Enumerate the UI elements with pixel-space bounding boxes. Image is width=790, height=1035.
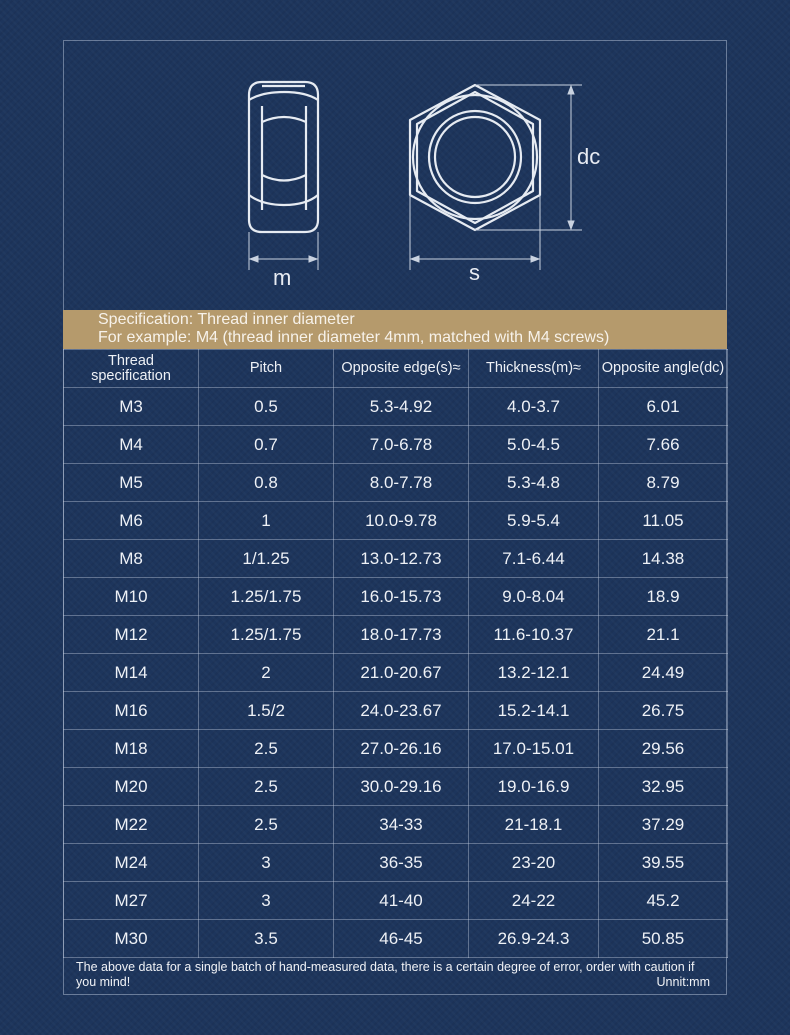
cell-thickness: 5.0-4.5 [469,426,599,464]
cell-opposite-angle: 26.75 [599,692,728,730]
cell-thread-spec: M27 [64,882,199,920]
cell-thread-spec: M24 [64,844,199,882]
cell-pitch: 1/1.25 [199,540,334,578]
cell-opposite-edge: 46-45 [334,920,469,958]
table-row [64,502,728,540]
banner-line-1: Specification: Thread inner diameter [98,311,355,328]
cell-pitch: 1.25/1.75 [199,616,334,654]
cell-opposite-angle: 7.66 [599,426,728,464]
cell-thickness: 24-22 [469,882,599,920]
cell-opposite-edge: 5.3-4.92 [334,388,469,426]
cell-thickness: 5.9-5.4 [469,502,599,540]
table-header-row [64,350,728,388]
cell-pitch: 1.5/2 [199,692,334,730]
cell-opposite-angle: 14.38 [599,540,728,578]
cell-pitch: 0.7 [199,426,334,464]
cell-opposite-angle: 37.29 [599,806,728,844]
cell-thread-spec: M30 [64,920,199,958]
cell-thickness: 11.6-10.37 [469,616,599,654]
dimension-label-m: m [273,265,292,290]
table-row [64,616,728,654]
table-row [64,806,728,844]
cell-pitch: 2 [199,654,334,692]
header-pitch: Pitch [199,350,334,388]
cell-opposite-edge: 24.0-23.67 [334,692,469,730]
cell-thread-spec: M6 [64,502,199,540]
header-opposite-angle: Opposite angle(dc) [599,350,728,388]
specification-table [63,349,728,958]
footnote-text: The above data for a single batch of hand-measured data, there is a certain degree of error, order with caution if you mind! [76,960,695,989]
table-row [64,882,728,920]
cell-thread-spec: M3 [64,388,199,426]
cell-opposite-edge: 30.0-29.16 [334,768,469,806]
cell-opposite-edge: 10.0-9.78 [334,502,469,540]
cell-opposite-edge: 7.0-6.78 [334,426,469,464]
cell-pitch: 2.5 [199,768,334,806]
cell-opposite-edge: 34-33 [334,806,469,844]
cell-pitch: 0.5 [199,388,334,426]
cell-opposite-edge: 18.0-17.73 [334,616,469,654]
cell-pitch: 3.5 [199,920,334,958]
table-row [64,920,728,958]
cell-thickness: 15.2-14.1 [469,692,599,730]
cell-thread-spec: M4 [64,426,199,464]
table-row [64,730,728,768]
cell-thread-spec: M8 [64,540,199,578]
cell-thread-spec: M20 [64,768,199,806]
cell-thread-spec: M5 [64,464,199,502]
table-row [64,426,728,464]
cell-thickness: 21-18.1 [469,806,599,844]
banner-line-2: For example: M4 (thread inner diameter 4mm, matched with M4 screws) [98,329,610,346]
specification-banner [63,310,727,349]
cell-opposite-angle: 29.56 [599,730,728,768]
header-thread-spec: Thread specification [64,350,199,388]
cell-opposite-edge: 21.0-20.67 [334,654,469,692]
unit-label: Unnit:mm [656,975,710,989]
cell-thread-spec: M18 [64,730,199,768]
header-thickness: Thickness(m)≈ [469,350,599,388]
table-row [64,540,728,578]
table-row [64,464,728,502]
cell-pitch: 0.8 [199,464,334,502]
cell-opposite-edge: 27.0-26.16 [334,730,469,768]
cell-pitch: 1.25/1.75 [199,578,334,616]
cell-opposite-angle: 8.79 [599,464,728,502]
cell-opposite-edge: 36-35 [334,844,469,882]
cell-opposite-angle: 45.2 [599,882,728,920]
cell-opposite-angle: 32.95 [599,768,728,806]
cell-pitch: 2.5 [199,730,334,768]
footnote [76,960,712,990]
cell-pitch: 3 [199,882,334,920]
cell-thread-spec: M12 [64,616,199,654]
table-row [64,692,728,730]
cell-thread-spec: M16 [64,692,199,730]
cell-opposite-edge: 13.0-12.73 [334,540,469,578]
cell-thickness: 13.2-12.1 [469,654,599,692]
cell-thickness: 4.0-3.7 [469,388,599,426]
nut-top-view [410,85,540,230]
table-row [64,844,728,882]
cell-thickness: 17.0-15.01 [469,730,599,768]
cell-opposite-edge: 8.0-7.78 [334,464,469,502]
cell-opposite-angle: 39.55 [599,844,728,882]
cell-opposite-edge: 41-40 [334,882,469,920]
cell-opposite-edge: 16.0-15.73 [334,578,469,616]
dimension-label-dc: dc [577,144,601,169]
table-row [64,578,728,616]
cell-pitch: 1 [199,502,334,540]
cell-opposite-angle: 21.1 [599,616,728,654]
cell-thickness: 23-20 [469,844,599,882]
table-row [64,654,728,692]
nut-side-view [249,82,318,232]
cell-opposite-angle: 50.85 [599,920,728,958]
cell-thickness: 9.0-8.04 [469,578,599,616]
cell-thread-spec: M22 [64,806,199,844]
cell-opposite-angle: 11.05 [599,502,728,540]
table-row [64,768,728,806]
cell-thickness: 26.9-24.3 [469,920,599,958]
cell-opposite-angle: 6.01 [599,388,728,426]
cell-thread-spec: M10 [64,578,199,616]
table-row [64,388,728,426]
header-opposite-edge: Opposite edge(s)≈ [334,350,469,388]
cell-pitch: 2.5 [199,806,334,844]
nut-diagram [0,0,790,310]
cell-thickness: 5.3-4.8 [469,464,599,502]
dimension-label-s: s [469,260,480,285]
cell-opposite-angle: 18.9 [599,578,728,616]
cell-pitch: 3 [199,844,334,882]
cell-thickness: 7.1-6.44 [469,540,599,578]
cell-thread-spec: M14 [64,654,199,692]
cell-opposite-angle: 24.49 [599,654,728,692]
cell-thickness: 19.0-16.9 [469,768,599,806]
